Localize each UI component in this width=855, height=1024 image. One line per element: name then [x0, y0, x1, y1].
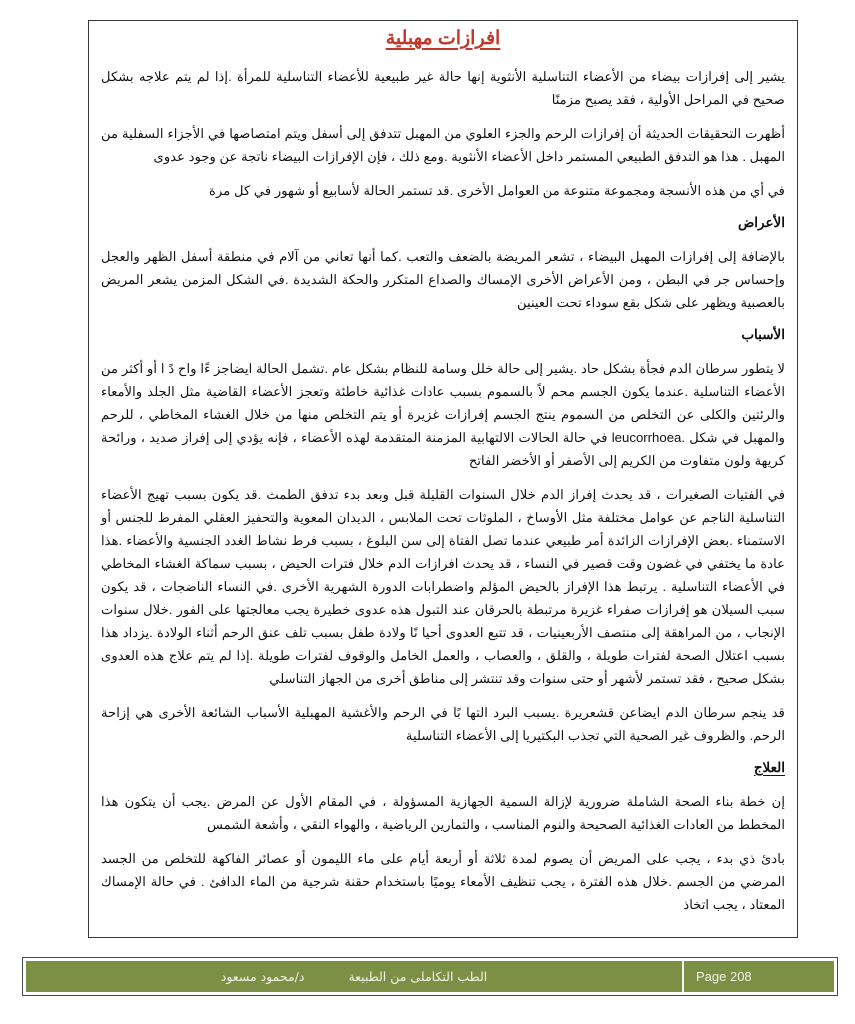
page-footer: [22, 957, 838, 996]
section-heading-treatment: العلاج: [753, 760, 785, 775]
causes-paragraph-2: في الفتيات الصغيرات ، قد يحدث إفراز الدم خلال السنوات القليلة قبل وبعد بدء تدفق الطمث .قد يكون بسبب تهيج الأعضاء التناسلية الناجم عن عوامل مختلفة مثل الأوساخ ، الملوثات تحت الملابس ، الديدان المعوية والتحفيز العقلي المفرط للجنس أو الاستمناء .بعض الإفرازات الزائدة أمر طبيعي عندما تصل الفتاة إلى سن البلوغ ، بسبب فرط نشاط الغدد الجنسية والأعضاء .هذا عادة ما يختفي في غضون وقت قصير في النساء ، قد يحدث افرازات الدم خلال فترات الحيض ، بسبب سماكة الغشاء المخاطي في الأعضاء التناسلية . يرتبط هذا الإفراز بالحيض المؤلم واضطرابات الدورة الشهرية الأخرى .في النساء الناضجات ، قد يكون سبب السيلان هو إفرازات صفراء غزيرة مرتبطة بالحرقان عند التبول هذه عدوى خطيرة يجب معالجتها على الفور .خلال سنوات الإنجاب ، من المراهقة إلى منتصف الأربعينيات ، قد تتبع العدوى أحيا نًا ولادة طفل بسبب تلف عنق الرحم أثناء الولادة .يزداد هذا بسبب اعتلال الصحة لفترات طويلة ، والقلق ، والعصاب ، والعمل الخامل والوقوف لفترات طويلة .إذا لم يتم علاج هذه العدوى بشكل صحيح ، فقد تستمر لأشهر أو حتى سنوات وقد تنتشر إلى مناطق أخرى من الجهاز التناسلي: [101, 487, 785, 686]
intro-paragraph-1: يشير إلى إفرازات بيضاء من الأعضاء التناسلية الأنثوية إنها حالة غير طبيعية للأعضاء التناسلية للمرأة .إذا لم يتم علاجه بشكل صحيح في المراحل الأولية ، فقد يصبح مزمنًا: [101, 69, 785, 107]
section-heading-symptoms: الأعراض: [737, 215, 785, 230]
treatment-paragraph-1: إن خطة بناء الصحة الشاملة ضرورية لإزالة السمية الجهازية المسؤولة ، في المقام الأول عن المرض .يجب أن يتكون هذا المخطط من العادات الغذائية الصحيحة والنوم المناسب ، والتمارين الرياضية ، والهواء النقي ، وأشعة الشمس: [101, 794, 785, 832]
section-symptoms: [101, 213, 785, 314]
document-title: افرازات مهبلية: [385, 28, 501, 49]
treatment-paragraph-2: بادئ ذي بدء ، يجب على المريض أن يصوم لمدة ثلاثة أو أربعة أيام على ماء الليمون أو عصائر الفاكهة للتخلص من الجسد المرضي من الجسم .خلال هذه الفترة ، يجب تنظيف الأمعاء يوميًا باستخدام حقنة شرجية من الماء الدافئ . في حالة الإمساك المعتاد ، يجب اتخاذ: [101, 851, 785, 912]
footer-book-title: الطب التكاملى من الطبيعة: [348, 969, 488, 984]
page-content-frame: [88, 20, 798, 938]
intro-paragraph-3: في أي من هذه الأنسجة ومجموعة متنوعة من العوامل الأخرى .قد تستمر الحالة لأسابيع أو شهور في كل مرة: [209, 183, 785, 198]
footer-author: د/محمود مسعود: [220, 969, 305, 984]
footer-page-number: Page 208: [684, 961, 834, 992]
section-causes: [101, 325, 785, 747]
section-treatment: [101, 758, 785, 916]
causes-paragraph-1: لا يتطور سرطان الدم فجأة بشكل حاد .يشير إلى حالة خلل وسامة للنظام بشكل عام .تشمل الحالة ايضاجز ءًا واح دً ا أو أكثر من الأعضاء التناسلية .عندما يكون الجسم محم لاً بالسموم بسبب عادات غذائية خاطئة وتعجز الأعضاء القاضية مثل الجلد والأمعاء والرئتين والكلى عن التخلص من السموم ينتج الجسم إفرازات غزيرة أو يتم التخلص منها من خلال الغشاء المخاطي ، للرحم والمهبل في شكل .leucorrhoea في حالة الحالات الالتهابية المزمنة المتقدمة لهذه الأعضاء ، فإنه يؤدي إلى إفراز صديد ، ورائحة كريهة ولون متفاوت من الكريم إلى الأصفر أو الأخضر الفاتح: [101, 361, 785, 468]
footer-title-cell: [26, 961, 684, 992]
symptoms-paragraph-1: بالإضافة إلى إفرازات المهبل البيضاء ، تشعر المريضة بالضعف والتعب .كما أنها تعاني من آلام في منطقة أسفل الظهر والعجل وإحساس جر في البطن ، ومن الأعراض الأخرى الإمساك والصداع المتكرر والحكة الشديدة .في الشكل المزمن يشعر المريض بالعصبية ويظهر على شكل بقع سوداء تحت العينين: [101, 249, 785, 310]
causes-paragraph-3: قد ينجم سرطان الدم ايضاعن قشعريرة .يسبب البرد التها بًا في الرحم والأغشية المهبلية الأسباب الشائعة الأخرى هي إزاحة الرحم. والظروف غير الصحية التي تجذب البكتيريا إلى الأعضاء التناسلية: [101, 705, 785, 743]
intro-paragraph-2: أظهرت التحقيقات الحديثة أن إفرازات الرحم والجزء العلوي من المهبل تتدفق إلى أسفل ويتم امتصاصها في الأجزاء السفلية من المهبل . هذا هو التدفق الطبيعي المستمر داخل الأعضاء الأنثوية .ومع ذلك ، فإن الإفرازات البيضاء ناتجة عن وجود عدوى: [101, 126, 785, 164]
section-heading-causes: الأسباب: [741, 327, 785, 342]
